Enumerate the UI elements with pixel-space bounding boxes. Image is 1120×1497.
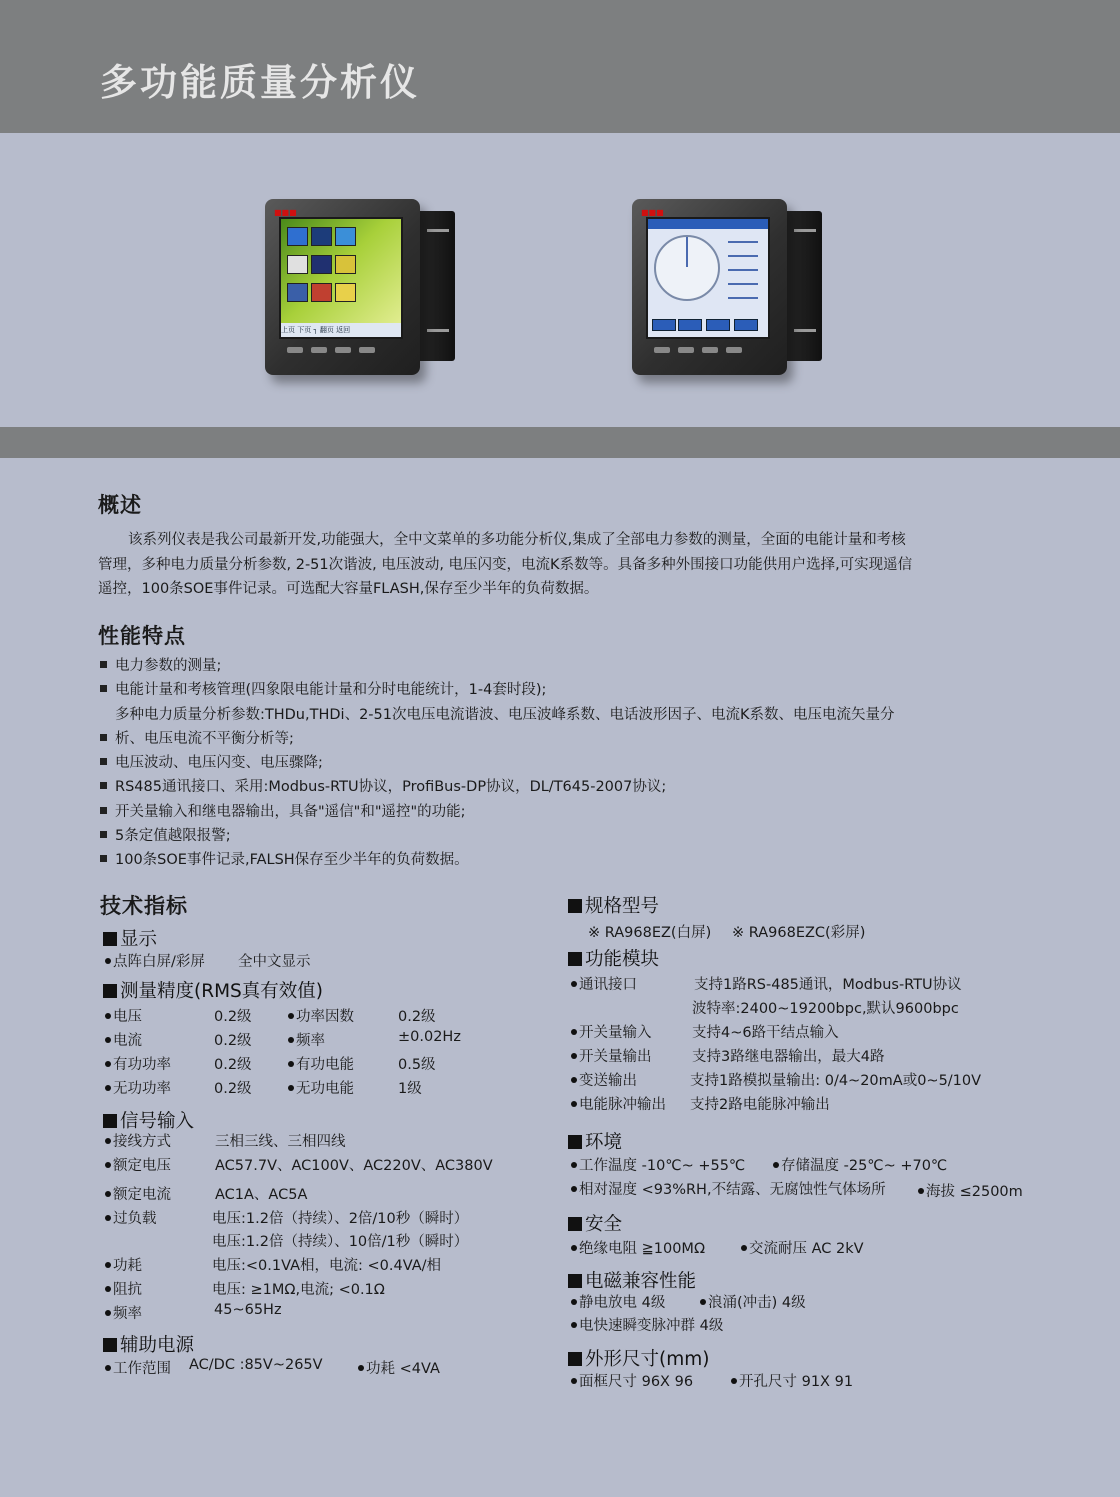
dimensions-heading: 外形尺寸(mm) (568, 1345, 709, 1371)
square-icon (568, 899, 582, 913)
signal-name: 额定电压 (105, 1154, 171, 1175)
screen-button (706, 319, 730, 331)
precision-name: 有功功率 (105, 1053, 171, 1074)
device-button (335, 347, 351, 353)
precision-value: 0.2级 (398, 1009, 436, 1025)
square-icon (103, 1338, 117, 1352)
color-display (279, 217, 403, 339)
dot-icon (741, 1245, 747, 1251)
precision-name: 无功功率 (105, 1077, 171, 1098)
header-bar (0, 0, 1120, 133)
safety-heading: 安全 (568, 1210, 622, 1236)
signal-name: 过负载 (105, 1207, 157, 1228)
dot-icon (571, 1029, 577, 1035)
module-value: 支持3路继电器输出，最大4路 (692, 1049, 885, 1065)
signal-value: 45~65Hz (214, 1302, 282, 1318)
env-item: 工作温度 -10℃~ +55℃ (571, 1154, 745, 1175)
brand-logo: ■■■ (274, 208, 297, 217)
dot-icon (773, 1162, 779, 1168)
precision-value: 0.2级 (214, 1081, 252, 1097)
app-icon (335, 227, 356, 246)
signal-name: 功耗 (105, 1254, 142, 1275)
signal-name: 接线方式 (105, 1130, 171, 1151)
device-button (287, 347, 303, 353)
dot-icon (358, 1365, 364, 1371)
readout-line (728, 283, 758, 285)
dot-icon (571, 1077, 577, 1083)
device-button (702, 347, 718, 353)
mono-display (646, 217, 770, 339)
emc-item: 静电放电 4级 (571, 1291, 665, 1312)
signal-name: 阻抗 (105, 1278, 142, 1299)
dot-icon (571, 1322, 577, 1328)
dot-icon (571, 1299, 577, 1305)
module-name: 开关量输入 (571, 1021, 652, 1042)
aux-name: 工作范围 (105, 1357, 171, 1378)
dimension-item: 面框尺寸 96X 96 (571, 1370, 693, 1391)
app-icon (335, 255, 356, 274)
readout-line (728, 269, 758, 271)
dot-icon (105, 1215, 111, 1221)
dot-icon (105, 1162, 111, 1168)
dot-icon (105, 1061, 111, 1067)
dot-icon (918, 1188, 924, 1194)
module-value: 支持4~6路干结点输入 (692, 1025, 839, 1041)
screen-button (734, 319, 758, 331)
display-heading: 显示 (103, 925, 157, 951)
module-name: 开关量输出 (571, 1045, 652, 1066)
overview-line: 遥控，100条SOE事件记录。可选配大容量FLASH,保存至少半年的负荷数据。 (98, 581, 599, 597)
module-name: 电能脉冲输出 (571, 1093, 666, 1114)
screen-button (678, 319, 702, 331)
app-icon (287, 255, 308, 274)
dot-icon (288, 1085, 294, 1091)
feature-item: 开关量输入和继电器输出，具备"遥信"和"遥控"的功能; (100, 800, 1000, 824)
environment-heading: 环境 (568, 1128, 622, 1154)
precision-name: 功率因数 (288, 1005, 354, 1026)
precision-name: 电流 (105, 1029, 142, 1050)
feature-item: 析、电压电流不平衡分析等; (100, 727, 1000, 751)
divider-bar (0, 427, 1120, 458)
model-2: ※ RA968EZC(彩屏) (732, 925, 866, 941)
signal-value: 三相三线、三相四线 (215, 1134, 346, 1150)
square-bullet-icon (100, 831, 107, 838)
device-mono-screen (632, 199, 827, 375)
square-icon (103, 984, 117, 998)
square-bullet-icon (100, 782, 107, 789)
app-icon (311, 255, 332, 274)
precision-value: 0.2级 (214, 1057, 252, 1073)
precision-value: 0.5级 (398, 1057, 436, 1073)
device-button (359, 347, 375, 353)
feature-item: 电压波动、电压闪变、电压骤降; (100, 751, 1000, 775)
module-name: 通讯接口 (571, 973, 637, 994)
precision-name: 电压 (105, 1005, 142, 1026)
page-title: 多功能质量分析仪 (100, 61, 420, 104)
module-value: 支持2路电能脉冲输出 (690, 1097, 830, 1113)
precision-name: 有功电能 (288, 1053, 354, 1074)
emc-item: 电快速瞬变脉冲群 4级 (571, 1314, 723, 1335)
square-bullet-icon (100, 807, 107, 814)
app-icon (287, 283, 308, 302)
device-button (726, 347, 742, 353)
env-item: 存储温度 -25℃~ +70℃ (773, 1154, 947, 1175)
precision-heading: 测量精度(RMS真有效值) (103, 977, 323, 1003)
signal-name: 额定电流 (105, 1183, 171, 1204)
dot-icon (731, 1378, 737, 1384)
square-icon (568, 1274, 582, 1288)
aux-power-heading: 辅助电源 (103, 1331, 194, 1357)
precision-value: 0.2级 (214, 1009, 252, 1025)
dot-icon (571, 1186, 577, 1192)
overview-line: 该系列仪表是我公司最新开发,功能强大，全中文菜单的多功能分析仪,集成了全部电力参数的测量，全面的电能计量和考核 (128, 532, 906, 548)
signal-value: 电压:1.2倍（持续）、2倍/10秒（瞬时） (212, 1211, 469, 1227)
dot-icon (105, 1310, 111, 1316)
module-heading: 功能模块 (568, 945, 659, 971)
device-color-screen (265, 199, 460, 375)
dot-icon (105, 1191, 111, 1197)
precision-name: 无功电能 (288, 1077, 354, 1098)
emc-heading: 电磁兼容性能 (568, 1267, 696, 1293)
dot-icon (105, 1365, 111, 1371)
feature-item: 多种电力质量分析参数:THDu,THDi、2-51次电压电流谐波、电压波峰系数、电话波形因子、电流K系数、电压电流矢量分 (115, 706, 895, 723)
app-icon (287, 227, 308, 246)
square-bullet-icon (100, 661, 107, 668)
app-icon (311, 283, 332, 302)
safety-item: 绝缘电阻 ≧100MΩ (571, 1237, 705, 1258)
precision-value: 0.2级 (214, 1033, 252, 1049)
safety-item: 交流耐压 AC 2kV (741, 1237, 864, 1258)
dot-icon (105, 958, 111, 964)
model-1: ※ RA968EZ(白屏) (588, 925, 712, 941)
feature-item: 电力参数的测量; (100, 654, 1000, 678)
features-list (100, 654, 1000, 873)
dot-icon (105, 1085, 111, 1091)
square-bullet-icon (100, 758, 107, 765)
module-name: 变送输出 (571, 1069, 637, 1090)
signal-heading: 信号输入 (103, 1107, 194, 1133)
dot-icon (571, 1101, 577, 1107)
env-item: 海拔 ≤2500m (918, 1180, 1023, 1201)
dot-icon (571, 1162, 577, 1168)
device-button (654, 347, 670, 353)
square-icon (103, 932, 117, 946)
tech-title: 技术指标 (100, 894, 188, 918)
feature-item: RS485通讯接口、采用:Modbus-RTU协议，ProfiBus-DP协议，DL/T645-2007协议; (100, 775, 1000, 799)
dot-icon (571, 981, 577, 987)
precision-name: 频率 (288, 1029, 325, 1050)
square-icon (103, 1114, 117, 1128)
phasor-line (686, 237, 688, 267)
precision-value: ±0.02Hz (398, 1029, 461, 1045)
readout-line (728, 255, 758, 257)
app-icon (335, 283, 356, 302)
app-icon (311, 227, 332, 246)
readout-line (728, 297, 758, 299)
square-icon (568, 1217, 582, 1231)
screen-button (652, 319, 676, 331)
display-row: 点阵白屏/彩屏 (105, 950, 205, 971)
model-heading: 规格型号 (568, 892, 659, 918)
display-row-2: 全中文显示 (238, 954, 311, 970)
readout-line (728, 241, 758, 243)
signal-value: AC57.7V、AC100V、AC220V、AC380V (215, 1158, 493, 1174)
signal-value: 电压: ≥1MΩ,电流; <0.1Ω (212, 1282, 385, 1298)
module-value: 支持1路模拟量输出: 0/4~20mA或0~5/10V (690, 1073, 982, 1089)
dot-icon (105, 1013, 111, 1019)
signal-value: AC1A、AC5A (215, 1187, 308, 1203)
dot-icon (571, 1378, 577, 1384)
overview-title: 概述 (98, 493, 142, 517)
square-bullet-icon (100, 855, 107, 862)
signal-value: 电压:<0.1VA相，电流: <0.4VA/相 (212, 1258, 442, 1274)
feature-item: 5条定值越限报警; (100, 824, 1000, 848)
screen-menu: 上页 下页 ┐ 翻页 返回 (281, 323, 401, 337)
dot-icon (105, 1037, 111, 1043)
square-bullet-icon (100, 685, 107, 692)
dot-icon (700, 1299, 706, 1305)
features-title: 性能特点 (98, 624, 186, 648)
device-button (311, 347, 327, 353)
signal-name: 频率 (105, 1302, 142, 1323)
aux-power-consumption: 功耗 <4VA (358, 1357, 440, 1378)
precision-value: 1级 (398, 1081, 422, 1097)
module-value: 波特率:2400~19200bpc,默认9600bpc (692, 1001, 959, 1017)
feature-item: 电能计量和考核管理(四象限电能计量和分时电能统计，1-4套时段); (100, 678, 1000, 702)
product-hero (0, 133, 1120, 428)
dot-icon (288, 1037, 294, 1043)
dot-icon (571, 1245, 577, 1251)
signal-value: 电压:1.2倍（持续）、10倍/1秒（瞬时） (212, 1234, 469, 1250)
env-item: 相对湿度 <93%RH,不结露、无腐蚀性气体场所 (571, 1178, 886, 1199)
square-icon (568, 1135, 582, 1149)
overview-line: 管理，多种电力质量分析参数, 2-51次谐波, 电压波动, 电压闪变，电流K系数等。具备多种外围接口功能供用户选择,可实现遥信 (98, 556, 913, 573)
square-bullet-icon (100, 734, 107, 741)
module-value: 支持1路RS-485通讯，Modbus-RTU协议 (694, 977, 962, 993)
screen-title-bar (648, 219, 768, 229)
dimension-item: 开孔尺寸 91X 91 (731, 1370, 853, 1391)
square-icon (568, 952, 582, 966)
aux-value: AC/DC :85V~265V (189, 1357, 323, 1373)
square-icon (568, 1352, 582, 1366)
dot-icon (105, 1286, 111, 1292)
emc-item: 浪涌(冲击) 4级 (700, 1291, 806, 1312)
dot-icon (105, 1262, 111, 1268)
dot-icon (105, 1138, 111, 1144)
brand-logo: ■■■ (641, 208, 664, 217)
dot-icon (288, 1061, 294, 1067)
overview-paragraph (98, 528, 978, 602)
device-button (678, 347, 694, 353)
dot-icon (571, 1053, 577, 1059)
dot-icon (288, 1013, 294, 1019)
feature-item: 100条SOE事件记录,FALSH保存至少半年的负荷数据。 (100, 848, 1000, 872)
